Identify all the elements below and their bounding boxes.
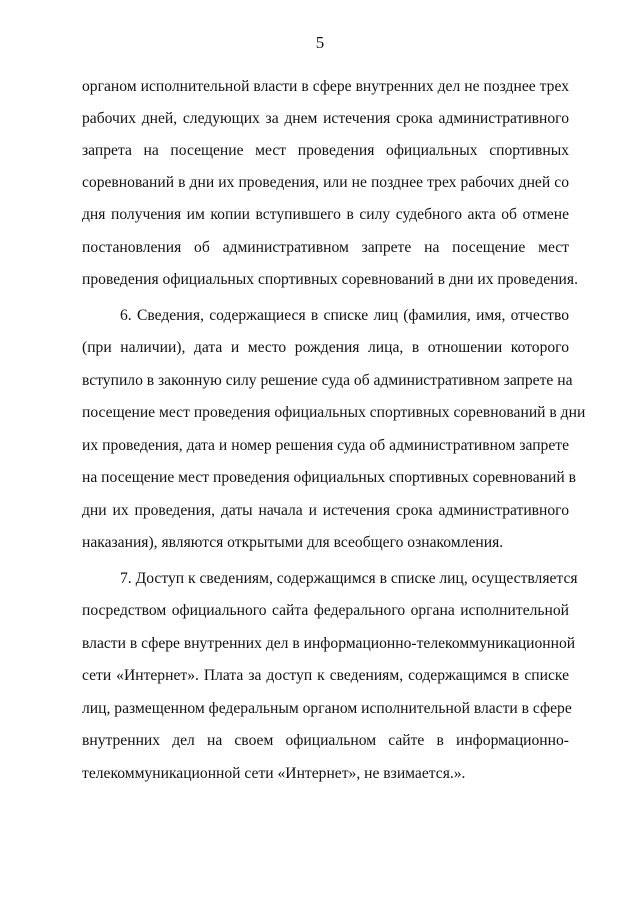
text-line: соревнований в дни их проведения, или не позднее трех рабочих дней со bbox=[82, 174, 569, 191]
page-number: 5 bbox=[315, 33, 325, 52]
text-line: посредством официального сайта федерального органа исполнительной bbox=[82, 602, 569, 619]
text-line: лиц, размещенном федеральным органом исполнительной власти в сфере bbox=[82, 700, 572, 717]
paragraph-7-first-line: 7. Доступ к сведениям, содержащимся в списке лиц, осуществляется bbox=[120, 570, 578, 587]
text-line: на посещение мест проведения официальных спортивных соревнований в bbox=[82, 469, 576, 486]
paragraph-6-first-line: 6. Сведения, содержащиеся в списке лиц (фамилия, имя, отчество bbox=[120, 307, 569, 324]
text-line: проведения официальных спортивных соревнований в дни их проведения. bbox=[82, 271, 578, 288]
text-line: запрета на посещение мест проведения официальных спортивных bbox=[82, 142, 569, 159]
text-line: их проведения, дата и номер решения суда об административном запрете bbox=[82, 437, 569, 454]
text-line: дня получения им копии вступившего в силу судебного акта об отмене bbox=[82, 206, 569, 223]
text-line: наказания), являются открытыми для всеобщего ознакомления. bbox=[82, 534, 504, 551]
text-line: внутренних дел на своем официальном сайте в информационно- bbox=[82, 732, 569, 749]
text-line: вступило в законную силу решение суда об административном запрете на bbox=[82, 372, 573, 389]
text-line: власти в сфере внутренних дел в информационно-телекоммуникационной bbox=[82, 635, 576, 652]
text-line: постановления об административном запрете на посещение мест bbox=[82, 239, 569, 256]
text-line: посещение мест проведения официальных спортивных соревнований в дни bbox=[82, 404, 586, 421]
text-line: телекоммуникационной сети «Интернет», не взимается.». bbox=[82, 765, 466, 782]
text-line: сети «Интернет». Плата за доступ к сведениям, содержащимся в списке bbox=[82, 667, 569, 684]
text-line: органом исполнительной власти в сфере внутренних дел не позднее трех bbox=[82, 78, 569, 95]
text-line: (при наличии), дата и место рождения лица, в отношении которого bbox=[82, 339, 569, 356]
text-line: дни их проведения, даты начала и истечения срока административного bbox=[82, 502, 569, 519]
text-line: рабочих дней, следующих за днем истечения срока административного bbox=[82, 110, 569, 127]
